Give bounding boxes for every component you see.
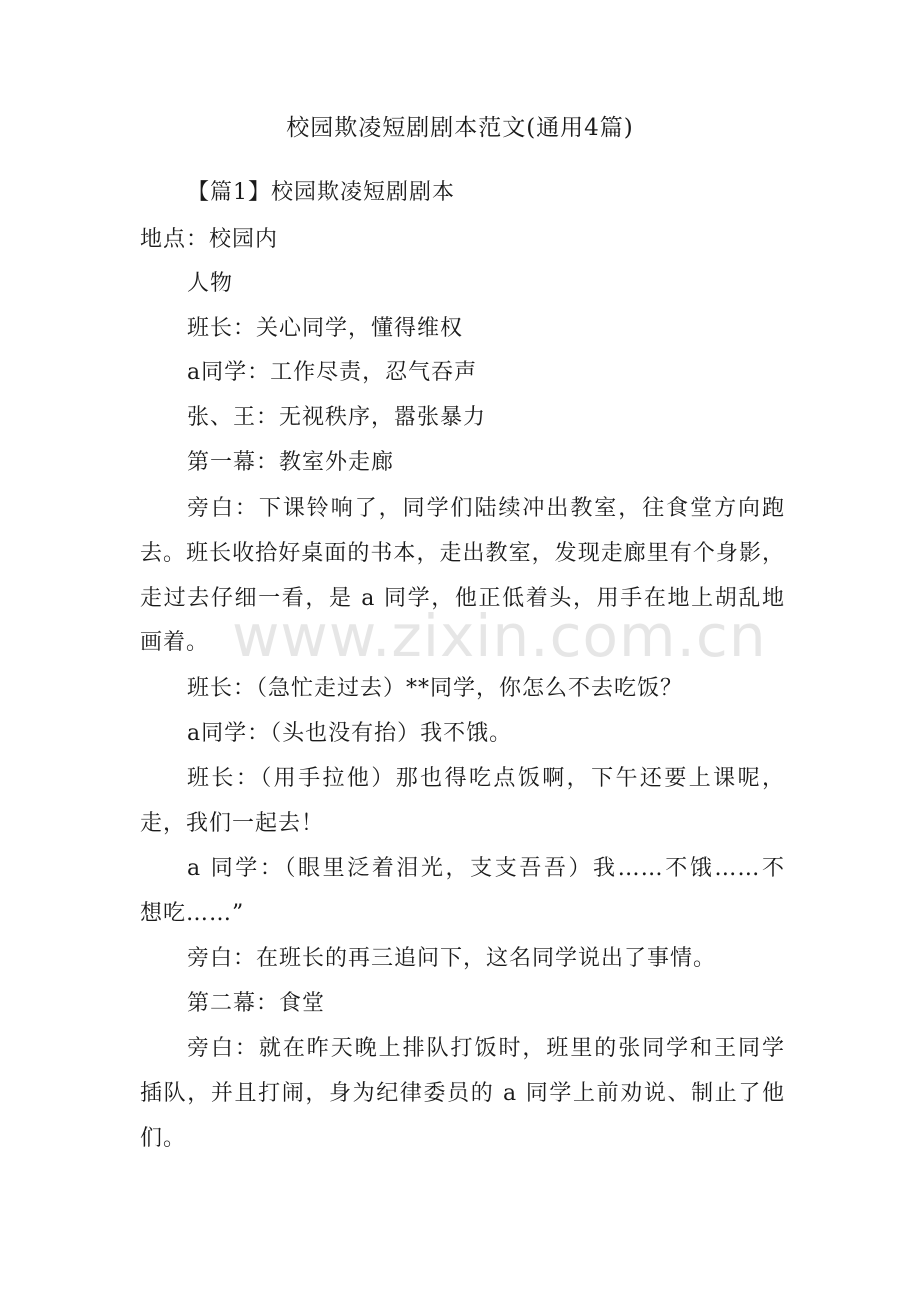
paragraph-line: 张、王：无视秩序，嚣张暴力 [187,405,487,430]
paragraph-line: 班长：（用手拉他）那也得吃点饭啊，下午还要上课呢， [187,766,785,791]
paragraph-line: a同学：（头也没有抬）我不饿。 [187,721,513,746]
paragraph-line: a同学：工作尽责，忍气吞声 [187,360,478,385]
section-heading: 【篇1】校园欺凌短剧剧本 [187,180,455,205]
paragraph-line: 地点：校园内 [140,227,279,252]
paragraph-line: 走，我们一起去！ [140,811,325,836]
paragraph-line: 旁白：下课铃响了，同学们陆续冲出教室，往食堂方向跑 [187,496,785,521]
paragraph-line: 想吃……” [140,901,245,926]
scene-heading: 第一幕：教室外走廊 [187,450,395,475]
paragraph-line: 画着。 [140,630,210,655]
scene-heading: 第二幕：食堂 [187,991,326,1016]
paragraph-line: a 同学：（眼里泛着泪光，支支吾吾）我……不饿……不 [187,856,785,881]
paragraph-line: 旁白：在班长的再三追问下，这名同学说出了事情。 [187,946,717,971]
document-title: 校园欺凌短剧剧本范文(通用4篇) [286,115,634,141]
paragraph-line: 人物 [187,271,234,296]
paragraph-line: 插队，并且打闹，身为纪律委员的 a 同学上前劝说、制止了他 [140,1081,785,1106]
paragraph-line: 走过去仔细一看，是 a 同学，他正低着头，用手在地上胡乱地 [140,586,785,611]
watermark-text: www.zixin.com.cn [232,602,767,670]
paragraph-line: 去。班长收拾好桌面的书本，走出教室，发现走廊里有个身影， [140,541,785,566]
paragraph-line: 班长：（急忙走过去）**同学，你怎么不去吃饭？ [187,676,684,701]
paragraph-line: 们。 [140,1126,187,1151]
paragraph-line: 旁白：就在昨天晚上排队打饭时，班里的张同学和王同学 [187,1036,785,1061]
paragraph-line: 班长：关心同学，懂得维权 [187,316,464,341]
